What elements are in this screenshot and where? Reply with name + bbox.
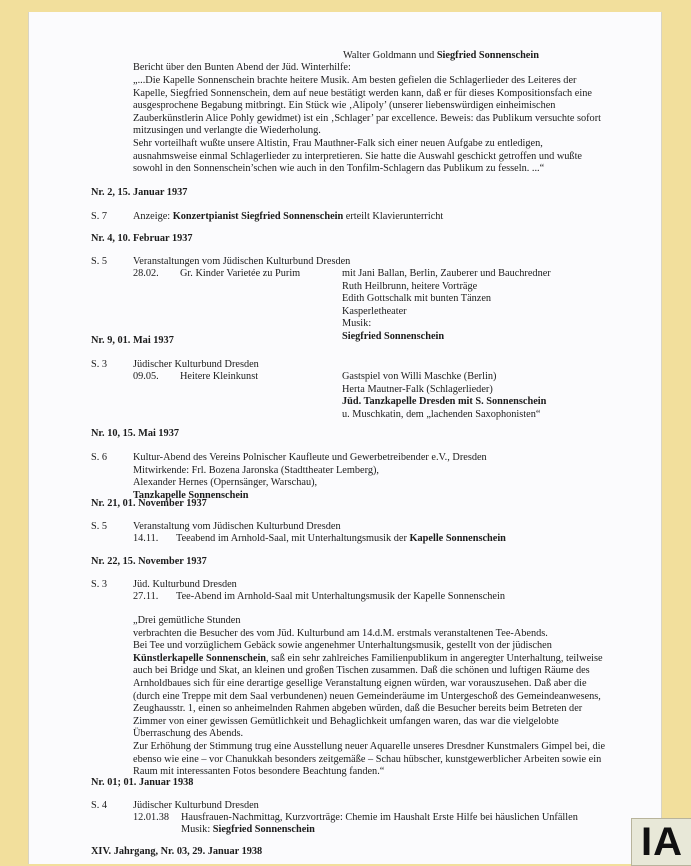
quote-line: Zauberkünstlerin Alice Pohly gewidmet) ist ein ‚Schlager’ par excellence. Beweis: das Publikum versuchte sofort (133, 112, 601, 124)
issue-heading-nr9: Nr. 9, 01. Mai 1937 (91, 335, 174, 346)
nr4-event: Gr. Kinder Varietée zu Purim (180, 268, 301, 279)
nr4-music-line (342, 318, 551, 343)
page-ref-nr9: S. 3 (91, 359, 108, 370)
nr22-event: Tee-Abend im Arnhold-Saal mit Unterhaltungsmusik der Kapelle Sonnenschein (176, 591, 505, 602)
authors-bold: Siegfried Sonnenschein (436, 50, 539, 61)
music-name: Siegfried Sonnenschein (212, 824, 315, 835)
nr10-band: Tanzkapelle Sonnenschein (133, 489, 249, 501)
quote-line: auch bei Bridge und Skat, an kleinen und großen Tischen zusammen. Daß die schönen und luftigen Räume des (133, 665, 590, 677)
quote-line: Kapelle, Siegfried Sonnenschein, dem auf neue bestätigt werden kann, daß er für dieses Kompositionsfach eine (133, 87, 592, 99)
nr2-ad-name: Konzertpianist Siegfried Sonnenschein (172, 211, 344, 222)
quote-band-tail: , saß ein sehr zahlreiches Familienpublikum in angeregter Unterhaltung, teilweise (266, 652, 603, 664)
quote-line: Zeughausstr. 1, einen so anheimelnden Rahmen abgeben würden, daß die Besucher bereits beim Betreten der (133, 703, 583, 715)
music-label: Musik: (181, 824, 213, 835)
quote-line: „...Die Kapelle Sonnenschein brachte heitere Musik. Am besten gefielen die Schlagerlieder des Leiteres der (133, 75, 577, 86)
performer-line: Kasperletheater (342, 305, 407, 317)
report-quote (133, 75, 601, 176)
nr22-quote (133, 615, 605, 779)
quote-line: ausnahmsweise einmal Schlagerlieder zu interpretieren. Sie hatte die Auswahl geschickt getroffen und wußte (133, 150, 583, 162)
quote-line: Arnholdbaues sich für eine derartige gesellige Veranstaltung eignen würden, war vorauszusehen. Daß aber die (133, 677, 587, 689)
performer-line: mit Jani Ballan, Berlin, Zauberer und Bauchredner (342, 268, 551, 279)
nr10-line3-plain: Alexander Hernes (Opernsänger, Warschau), (133, 477, 318, 489)
issue-heading-nr01-1938: Nr. 01; 01. Januar 1938 (91, 777, 194, 788)
nr4-org: Veranstaltungen vom Jüdischen Kulturbund Dresden (133, 256, 351, 267)
issue-heading-nr4: Nr. 4, 10. Februar 1937 (91, 233, 193, 244)
performer-line: Herta Mautner-Falk (Schlagerlieder) (342, 383, 493, 395)
nr21-event (176, 533, 506, 546)
nr10-line: Kultur-Abend des Vereins Polnischer Kaufleute und Gewerbetreibender e.V., Dresden (133, 452, 487, 463)
nr9-org: Jüdischer Kulturbund Dresden (133, 359, 259, 370)
nr22-date: 27.11. (133, 591, 159, 602)
performer-line: Ruth Heilbrunn, heitere Vorträge (342, 280, 478, 292)
music-label: Musik: (342, 318, 372, 330)
nr22-org: Jüd. Kulturbund Dresden (133, 579, 237, 590)
nr21-date: 14.11. (133, 533, 159, 544)
music-name: Siegfried Sonnenschein (342, 330, 445, 342)
quote-line: sowohl in den Sonnenschein’schen wie auch in den Tonfilm-Schlagern das Publikum zu fesseln. ...“ (133, 163, 545, 175)
quote-line: verbrachten die Besucher des vom Jüd. Kulturbund am 14.d.M. erstmals veranstaltenen Tee-Abends. (133, 627, 548, 639)
nr21-org: Veranstaltung vom Jüdischen Kulturbund Dresden (133, 521, 341, 532)
quote-band: Künstlerkapelle Sonnenschein (133, 652, 267, 664)
nr01-event: Hausfrauen-Nachmittag, Kurzvorträge: Chemie im Haushalt Erste Hilfe bei häuslichen Unfällen (181, 812, 578, 823)
page-ref-nr2: S. 7 (91, 211, 108, 222)
authors-line (343, 50, 539, 63)
nr01-org: Jüdischer Kulturbund Dresden (133, 800, 259, 811)
nr21-event-plain: Teeabend im Arnhold-Saal, mit Unterhaltungsmusik der (176, 533, 410, 544)
quote-line: ebenso wie eine – vor Chanukkah besonders zeitgemäße – Schau hübscher, kunstgewerblicher Arbeiten sowie ein (133, 753, 602, 765)
quote-line: Sehr vorteilhaft wußte unsere Altistin, Frau Mauthner-Falk sich einer neuen Aufgabe zu entledigen, (133, 137, 543, 149)
nr9-event: Heitere Kleinkunst (180, 371, 259, 382)
nr9-band: Jüd. Tanzkapelle Dresden mit S. Sonnenschein (342, 396, 547, 408)
nr01-music (181, 824, 315, 837)
issue-heading-nr10: Nr. 10, 15. Mai 1937 (91, 428, 179, 439)
quote-line: Bei Tee und vorzüglichem Gebäck sowie angenehmer Unterhaltungsmusik, gestellt von der jüdischen (133, 640, 552, 652)
performer-line: u. Muschkatin, dem „lachenden Saxophonisten“ (342, 408, 541, 420)
page-ref-nr10: S. 6 (91, 452, 108, 463)
nr01-date: 12.01.38 (133, 812, 170, 823)
quote-line: Zur Erhöhung der Stimmung trug eine Ausstellung neuer Aquarelle unseres Dresdner Kunstmalers Gimpel bei, die (133, 740, 606, 752)
page-ref-nr4: S. 5 (91, 256, 108, 267)
nr4-performers (342, 268, 551, 344)
performer-line: Gastspiel von Willi Maschke (Berlin) (342, 371, 497, 382)
issue-heading-nr2: Nr. 2, 15. Januar 1937 (91, 187, 188, 198)
nr2-ad-tail: erteilt Klavierunterricht (343, 211, 444, 222)
quote-line: Überraschung des Abends. (133, 728, 244, 740)
nr21-band: Kapelle Sonnenschein (409, 533, 506, 544)
nr2-ad-line (133, 211, 443, 224)
nr9-date: 09.05. (133, 371, 159, 382)
quote-line: Zimmer von einer gewissen Gemütlichkeit und Behaglichkeit umfangen waren, das war die vielgelobte (133, 715, 559, 727)
quote-line: Raum mit interessanten Fotos besondere Beachtung fanden.“ (133, 766, 385, 778)
report-intro: Bericht über den Bunten Abend der Jüd. Winterhilfe: (133, 62, 351, 73)
issue-heading-nr22: Nr. 22, 15. November 1937 (91, 556, 207, 567)
page-ref-nr21: S. 5 (91, 521, 108, 532)
page-ref-nr01: S. 4 (91, 800, 108, 811)
page-ref-nr22: S. 3 (91, 579, 108, 590)
quote-line: mitzusingen und verlangte die Wiederholung. (133, 125, 321, 137)
archive-label-stamp: IA (631, 818, 691, 866)
authors-plain: Walter Goldmann und (343, 50, 437, 61)
quote-line: (durch eine Treppe mit dem Saal verbundenen) neuen Gemeinderäume im Untergeschoß des Gemeindeanwesens, (133, 690, 601, 702)
issue-heading-xiv: XIV. Jahrgang, Nr. 03, 29. Januar 1938 (91, 846, 263, 857)
nr2-ad-label: Anzeige: (133, 211, 173, 222)
nr9-performers (342, 371, 546, 421)
nr4-date: 28.02. (133, 268, 159, 279)
nr10-line: Mitwirkende: Frl. Bozena Jaronska (Stadttheater Lemberg), (133, 464, 380, 476)
performer-line: Edith Gottschalk mit bunten Tänzen (342, 293, 492, 305)
quote-line (133, 653, 605, 666)
document-page (28, 12, 662, 864)
quote-line: ausgesprochene Begabung mitbringt. Ein Stück wie ‚Alipoly’ (unserer liebenswürdigen einheimischen (133, 100, 556, 112)
quote-line: „Drei gemütliche Stunden (133, 615, 241, 626)
issue-heading-nr21: Nr. 21, 01. November 1937 (91, 498, 207, 509)
nr10-text (133, 452, 487, 502)
